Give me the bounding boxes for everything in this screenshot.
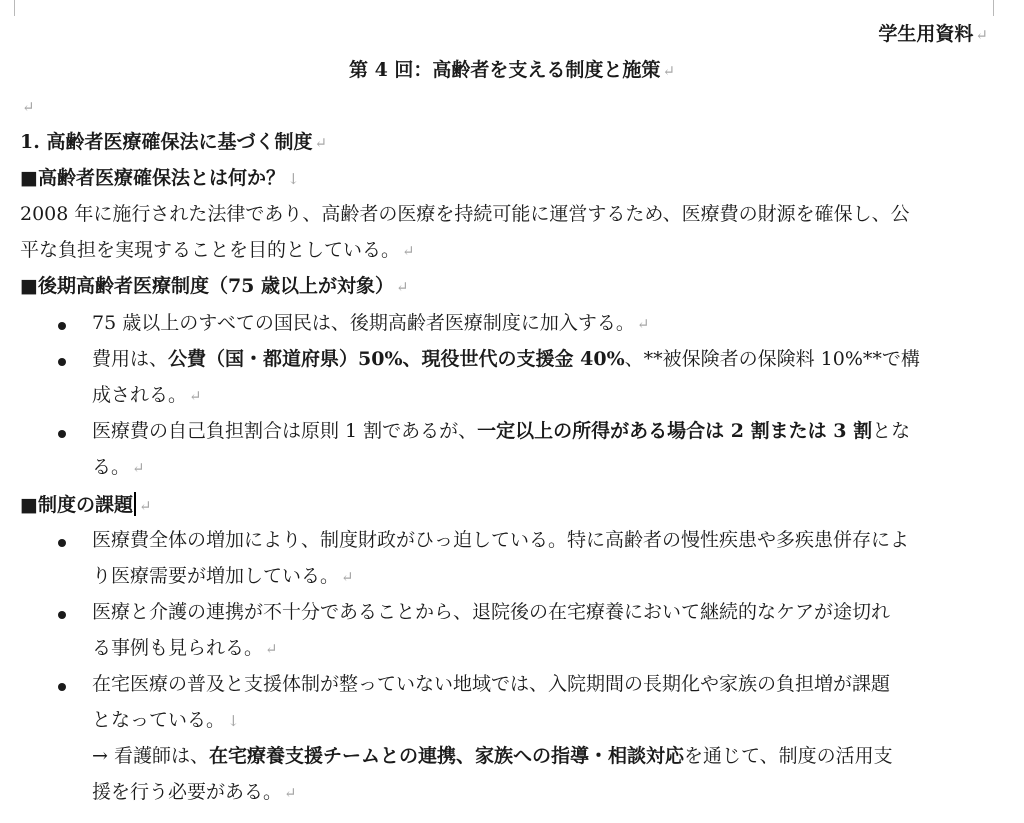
paragraph-mark: ↵ [132, 459, 145, 477]
list-item-continuation: 成される。 ↵ [92, 384, 202, 406]
body-text: 平な負担を実現することを目的としている。 ↵ [20, 239, 415, 261]
subsection-heading: ■後期高齢者医療制度（75 歳以上が対象） ↵ [20, 275, 409, 297]
list-item: 医療と介護の連携が不十分であることから、退院後の在宅療養において継続的なケアが途切れ [92, 601, 891, 623]
list-item: 医療費の自己負担割合は原則 1 割であるが、一定以上の所得がある場合は 2 割または 3 割とな [92, 420, 911, 442]
line-break-mark: ↓ [227, 712, 240, 730]
bullet-point [58, 611, 66, 619]
line-break-mark: ↓ [286, 170, 300, 188]
header-label: 学生用資料 ↵ [878, 23, 988, 45]
paragraph-mark: ↵ [284, 784, 297, 802]
list-item-continuation: る。 ↵ [92, 456, 145, 478]
crop-mark-top-right [993, 0, 1006, 16]
list-item-continuation: り医療需要が増加している。 ↵ [92, 565, 354, 587]
subsection-heading[interactable]: ■制度の課題 ↵ [20, 494, 152, 516]
bullet-point [58, 539, 66, 547]
list-item: 医療費全体の増加により、制度財政がひっ迫している。特に高齢者の慢性疾患や多疾患併存によ [92, 529, 910, 551]
paragraph-mark: ↵ [138, 497, 152, 515]
text-cursor [134, 492, 136, 516]
paragraph-mark: ↵ [975, 26, 988, 44]
paragraph-mark: ↵ [396, 278, 409, 296]
empty-paragraph [20, 94, 35, 119]
list-item-continuation: 援を行う必要がある。 ↵ [92, 781, 297, 803]
paragraph-mark: ↵ [662, 62, 676, 80]
document-title: 第 4 回：高齢者を支える制度と施策 ↵ [348, 59, 676, 81]
paragraph-mark: ↵ [402, 242, 415, 260]
bullet-point [58, 322, 66, 330]
list-item: 在宅医療の普及と支援体制が整っていない地域では、入院期間の長期化や家族の負担増が課題 [92, 673, 891, 695]
paragraph-mark: ↵ [314, 134, 328, 152]
bullet-point [58, 430, 66, 438]
bullet-point [58, 358, 66, 366]
list-item-continuation: る事例も見られる。 ↵ [92, 637, 278, 659]
crop-mark-top-left [2, 0, 15, 16]
list-item: 費用は、公費（国・都道府県）50%、現役世代の支援金 40%、**被保険者の保険料 10%**で構 [92, 348, 920, 370]
subsection-heading: ■高齢者医療確保法とは何か？ ↓ [20, 167, 300, 189]
paragraph-mark: ↵ [265, 640, 278, 658]
list-item: 75 歳以上のすべての国民は、後期高齢者医療制度に加入する。 ↵ [92, 312, 650, 334]
paragraph-mark: ↵ [341, 568, 354, 586]
list-item-continuation: となっている。 ↓ [92, 709, 240, 731]
section-heading: 1. 高齢者医療確保法に基づく制度 ↵ [20, 131, 328, 153]
bullet-point [58, 683, 66, 691]
body-text: 2008 年に施行された法律であり、高齢者の医療を持続可能に運営するため、医療費の財源を確保し、公 [20, 203, 910, 225]
list-item-continuation: → 看護師は、在宅療養支援チームとの連携、家族への指導・相談対応を通じて、制度の活用支 [92, 745, 893, 767]
paragraph-mark: ↵ [636, 315, 650, 333]
paragraph-mark: ↵ [22, 98, 35, 116]
paragraph-mark: ↵ [189, 387, 202, 405]
